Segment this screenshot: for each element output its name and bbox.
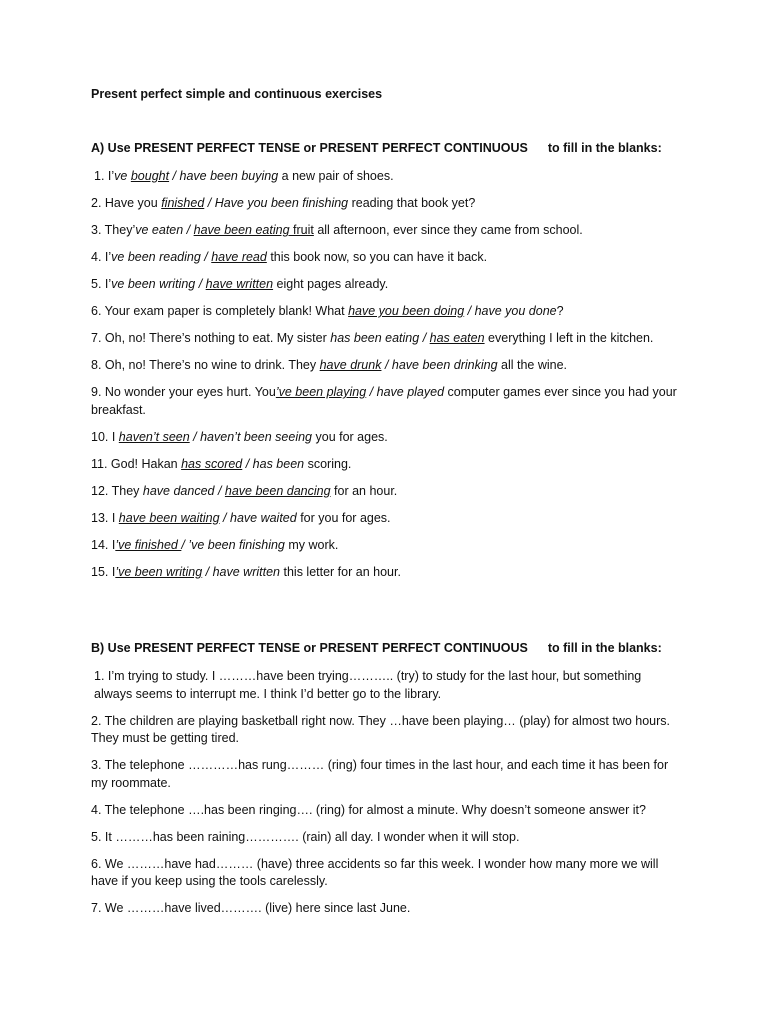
answer-text: have drunk <box>319 358 382 372</box>
item-text: 2. The children are playing basketball right now. They …have been playing… (play) for almost two hours. They must be getting tired. <box>91 713 671 745</box>
item-text: 3. They’ <box>91 223 136 237</box>
item-text: / Have you been finishing <box>204 196 349 210</box>
answer-text: has eaten <box>429 331 485 345</box>
exercise-item <box>91 856 681 891</box>
section-b-heading-tail: to fill in the blanks: <box>547 641 662 655</box>
item-text: all afternoon, ever since they came from school. <box>313 223 583 237</box>
item-text: / have been drinking <box>381 358 498 372</box>
item-text: 10. I <box>91 429 119 444</box>
item-text: 13. I <box>91 510 119 525</box>
exercise-item <box>91 330 681 348</box>
exercise-item <box>91 276 681 294</box>
exercise-item <box>91 195 681 213</box>
item-text: scoring. <box>304 456 352 471</box>
exercise-item <box>91 168 681 186</box>
exercise-item <box>91 510 681 528</box>
answer-text: ’ve been playing <box>275 385 367 399</box>
exercise-item <box>91 249 681 267</box>
section-a-list <box>91 168 681 591</box>
exercise-item <box>91 456 681 474</box>
exercise-item <box>91 303 681 321</box>
item-text: 2. Have you <box>91 196 162 210</box>
answer-text: ’ve been writing <box>115 564 203 579</box>
item-text: a new pair of shoes. <box>278 169 394 183</box>
item-text: eight pages already. <box>273 277 389 291</box>
item-text: / ’ve been finishing <box>181 537 285 552</box>
exercise-item <box>91 222 681 240</box>
section-b-heading <box>91 641 662 655</box>
exercise-item <box>91 900 681 918</box>
item-text: / have played <box>366 385 445 399</box>
exercise-item <box>91 564 681 582</box>
item-text: reading that book yet? <box>348 196 476 210</box>
item-text: / have you done <box>464 304 557 318</box>
item-text: have danced / <box>142 483 225 498</box>
item-text: ? <box>556 304 564 318</box>
item-text: / have written <box>202 564 281 579</box>
document-title: Present perfect simple and continuous exercises <box>91 87 383 101</box>
section-a-heading-tail: to fill in the blanks: <box>547 141 662 155</box>
item-text: / have waited <box>219 510 297 525</box>
exercise-item <box>91 357 681 375</box>
item-text: 15. I <box>91 564 116 579</box>
item-text: ve <box>114 169 131 183</box>
item-text: / have been buying <box>169 169 279 183</box>
item-text: 11. God! Hakan <box>91 456 182 471</box>
answer-text: ’ve finished <box>115 537 182 552</box>
exercise-item <box>91 829 681 847</box>
answer-text: have written <box>205 277 274 291</box>
item-text: all the wine. <box>497 358 568 372</box>
answer-text: bought <box>130 169 170 183</box>
item-text: 5. I’ <box>91 277 112 291</box>
item-text: for you for ages. <box>296 510 391 525</box>
exercise-item <box>91 668 681 703</box>
answer-text: finished <box>161 196 205 210</box>
item-text: my work. <box>284 537 339 552</box>
item-text: ve been writing / <box>111 277 206 291</box>
item-text: 14. I <box>91 537 116 552</box>
exercise-item <box>91 384 681 419</box>
answer-text: has scored <box>181 456 243 471</box>
exercise-item <box>91 802 681 820</box>
item-text: has been eating / <box>330 331 430 345</box>
item-text: 4. The telephone ….has been ringing…. (ring) for almost a minute. Why doesn’t someone answer it? <box>91 802 646 817</box>
item-text: 9. No wonder your eyes hurt. You <box>91 385 276 399</box>
answer-text: have been eating <box>193 223 290 237</box>
answer-text: have you been doing <box>348 304 465 318</box>
exercise-item <box>91 483 681 501</box>
item-text: / has been <box>242 456 305 471</box>
item-text: 7. Oh, no! There’s nothing to eat. My sister <box>91 331 331 345</box>
item-text: this letter for an hour. <box>280 564 401 579</box>
item-text: everything I left in the kitchen. <box>484 331 654 345</box>
item-text: 1. I’ <box>94 169 115 183</box>
exercise-item <box>91 537 681 555</box>
item-text: 6. Your exam paper is completely blank! What <box>91 304 349 318</box>
section-a-heading-main: A) Use PRESENT PERFECT TENSE or PRESENT PERFECT CONTINUOUS <box>91 141 528 155</box>
item-text: 3. The telephone …………has rung……… (ring) four times in the last hour, and each time it has been for my roommate. <box>91 758 669 790</box>
item-text: / haven’t been seeing <box>189 429 313 444</box>
exercise-item <box>91 429 681 447</box>
section-a-heading <box>91 141 662 155</box>
item-text: 1. I’m trying to study. I ………have been trying……….. (try) to study for the last hour, but something always seems to interrupt me. I think I’d better go to the library. <box>94 669 642 701</box>
item-text: computer games ever since you had your breakfast. <box>91 385 677 417</box>
answer-text: haven’t seen <box>118 429 190 444</box>
section-b-list <box>91 668 681 927</box>
item-text: you for ages. <box>312 429 388 444</box>
item-text: this book now, so you can have it back. <box>266 250 488 264</box>
item-text: 6. We ………have had……… (have) three accidents so far this week. I wonder how many more we will have if you keep using the tools carelessly. <box>91 856 659 888</box>
exercise-item <box>91 757 681 792</box>
item-text: 7. We ………have lived………. (live) here since last June. <box>91 901 411 915</box>
answer-text: have read <box>211 250 267 264</box>
item-text: 12. They <box>91 483 143 498</box>
answer-text: have been waiting <box>118 510 220 525</box>
item-text: 5. It ………has been raining…………. (rain) all day. I wonder when it will stop. <box>91 829 520 844</box>
item-text: ve eaten / <box>135 223 194 237</box>
exercise-item <box>91 713 681 748</box>
answer-text: have been dancing <box>224 483 331 498</box>
item-text: 4. I’ <box>91 250 112 264</box>
answer-text: fruit <box>289 223 314 237</box>
item-text: for an hour. <box>330 483 398 498</box>
section-b-heading-main: B) Use PRESENT PERFECT TENSE or PRESENT PERFECT CONTINUOUS <box>91 641 528 655</box>
item-text: 8. Oh, no! There’s no wine to drink. They <box>91 358 320 372</box>
item-text: ve been reading / <box>111 250 212 264</box>
